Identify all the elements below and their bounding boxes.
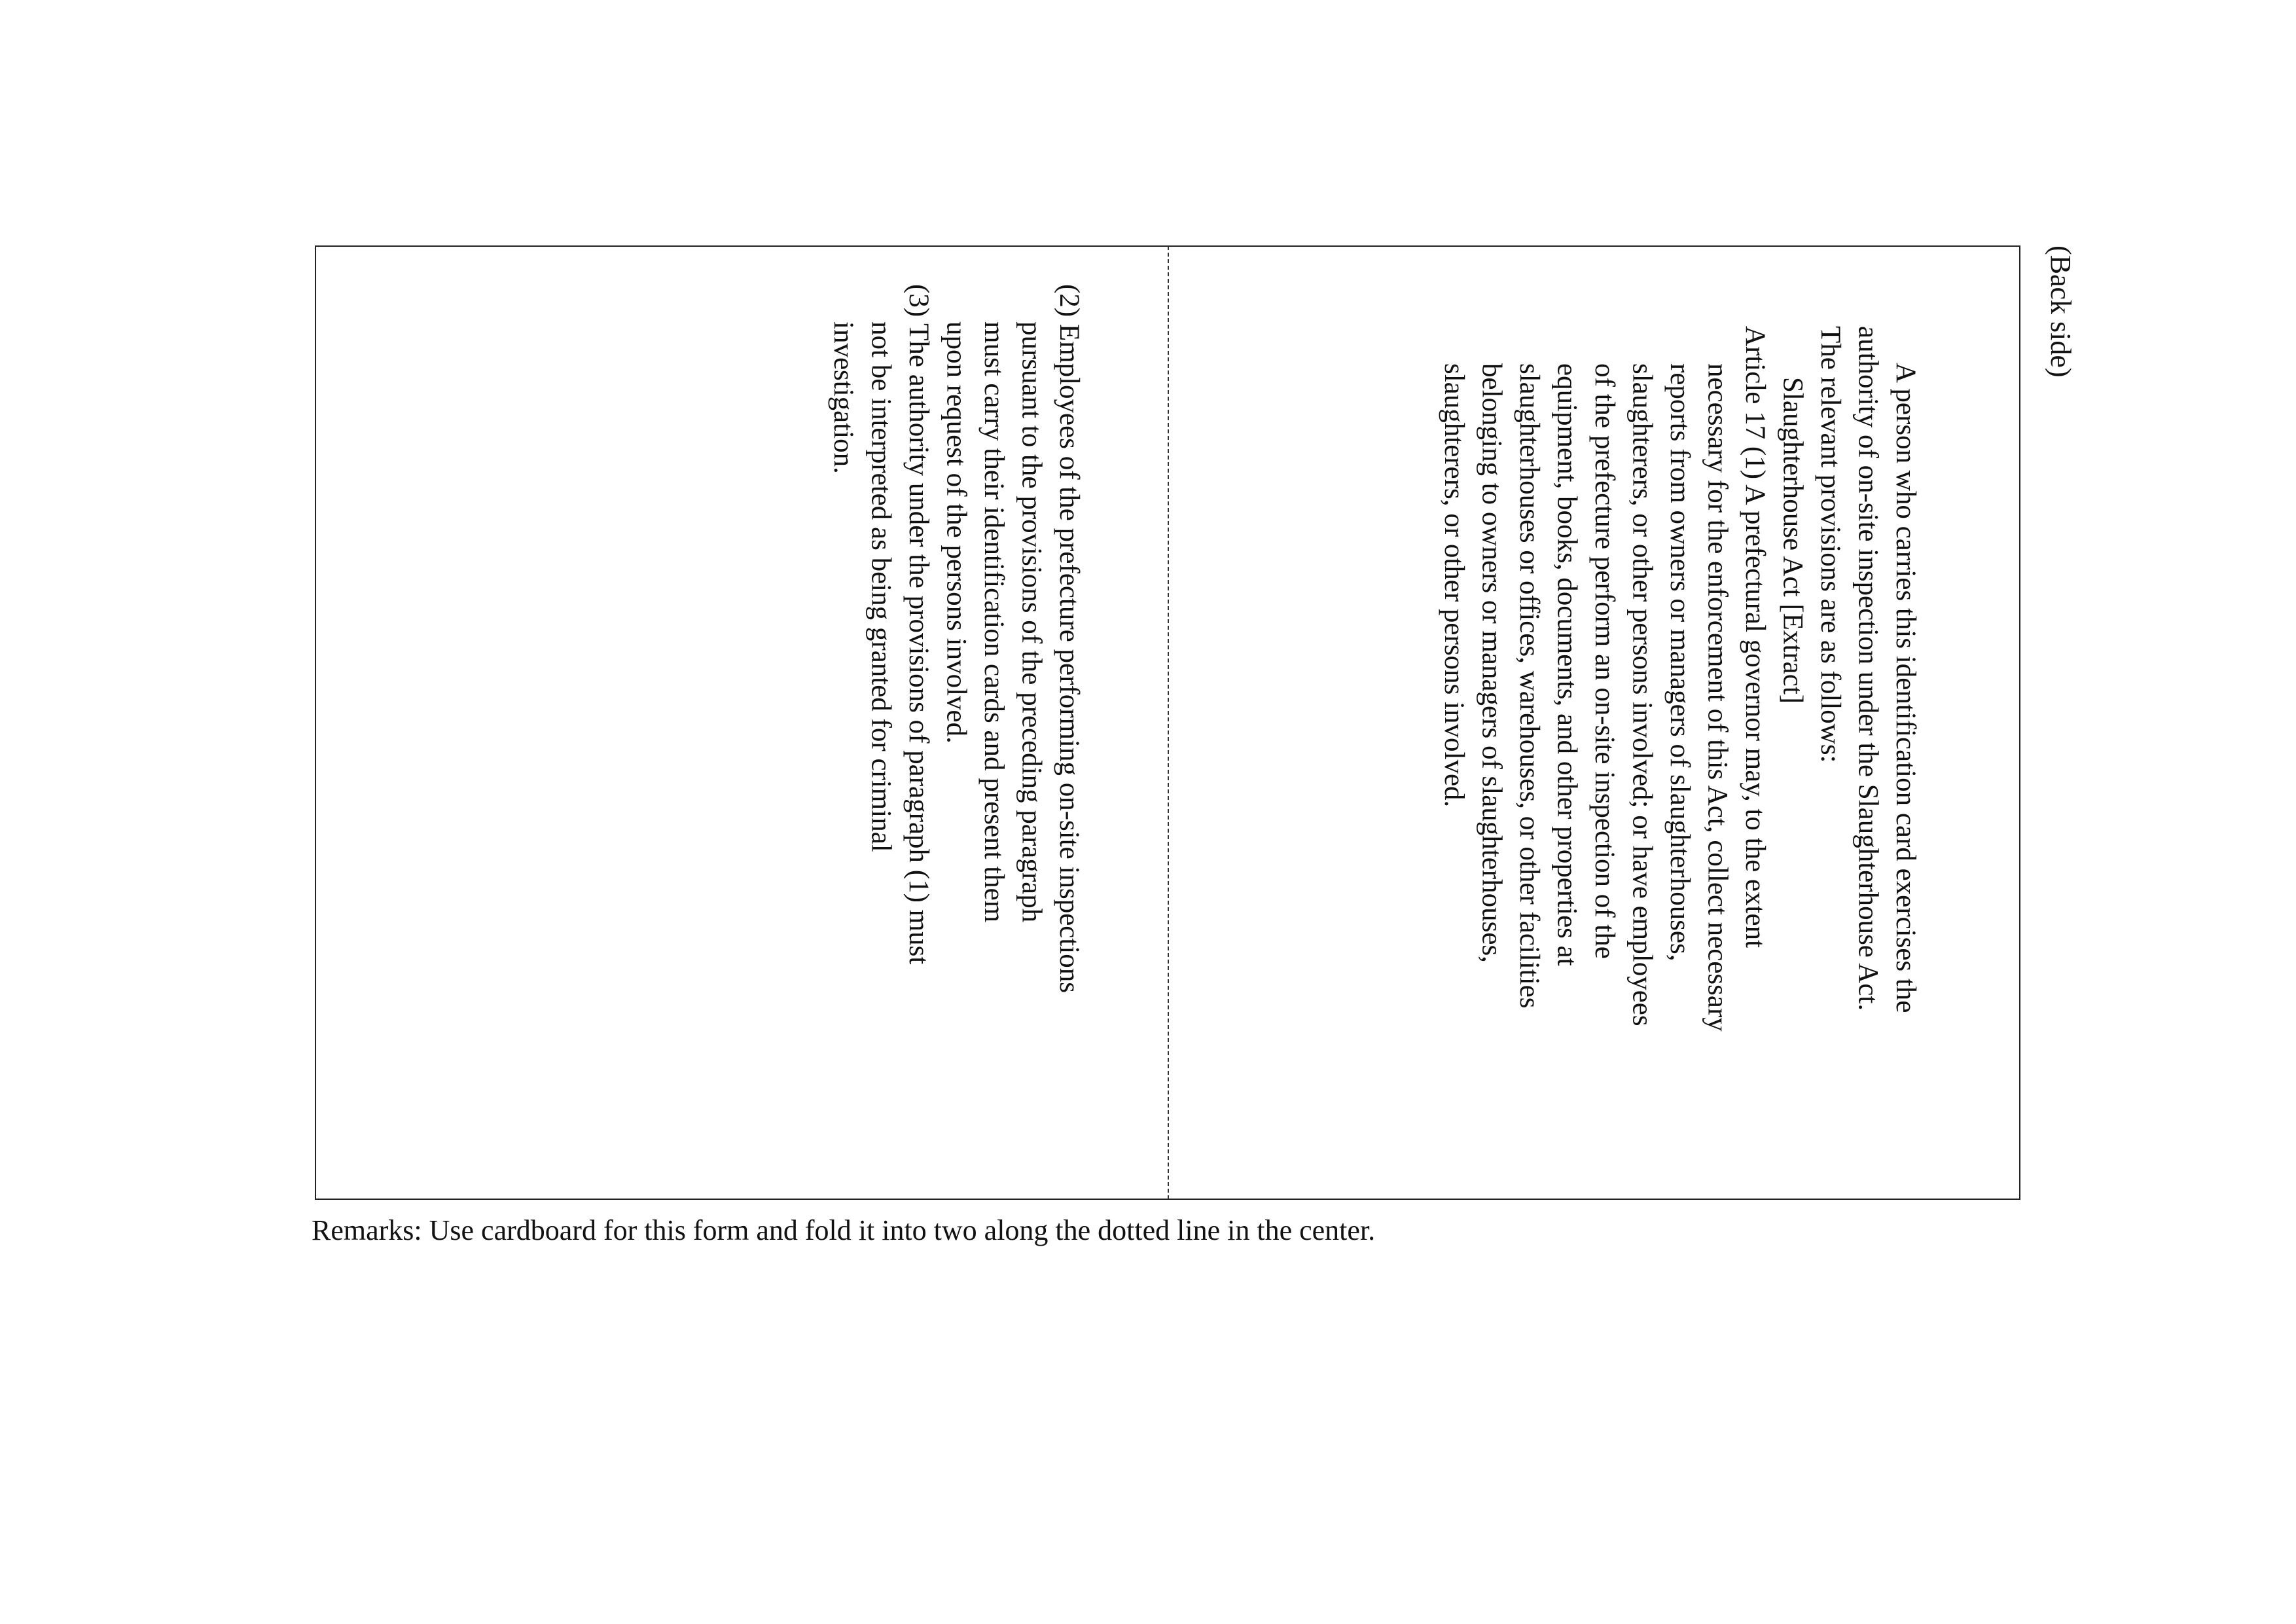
article-line: reports from owners or managers of slaughterhouses,	[1664, 363, 1695, 962]
right-panel	[1407, 326, 1924, 1177]
act-heading: Slaughterhouse Act [Extract]	[1777, 377, 1808, 704]
paragraph-3-line: (3) The authority under the provisions of paragraph (1) must	[903, 284, 934, 965]
fold-dotted-line	[1168, 246, 1169, 1199]
paragraph-3-line: not be interpreted as being granted for criminal	[865, 321, 897, 852]
intro-line: The relevant provisions are as follows:	[1815, 326, 1846, 763]
article-line: slaughterers, or other persons involved.	[1439, 363, 1469, 808]
remarks-note: Remarks: Use cardboard for this form and fold it into two along the dotted line in the center.	[312, 1214, 1376, 1246]
paragraph-2-line: upon request of the persons involved.	[941, 321, 972, 744]
article-line: necessary for the enforcement of this Act, collect necessary	[1702, 363, 1733, 1032]
intro-line: authority of on-site inspection under the Slaughterhouse Act.	[1852, 326, 1884, 1011]
article-line: belonging to owners or managers of slaughterhouses,	[1476, 363, 1507, 963]
back-side-label: (Back side)	[2045, 245, 2077, 378]
article-line: slaughterers, or other persons involved; or have employees	[1626, 363, 1658, 1026]
intro-line: A person who carries this identification card exercises the	[1890, 363, 1921, 1013]
paragraph-2-line: must carry their identification cards and present them	[978, 321, 1009, 923]
article-line: Article 17 (1) A prefectural governor may, to the extent	[1740, 326, 1770, 948]
paragraph-3-line: investigation.	[828, 321, 859, 474]
article-line: of the prefecture perform an on-site inspection of the	[1589, 363, 1620, 959]
left-panel	[826, 284, 1088, 1174]
paragraph-2-line: pursuant to the provisions of the preceding paragraph	[1016, 321, 1047, 923]
paragraph-2-line: (2) Employees of the prefecture performing on-site inspections	[1054, 284, 1085, 993]
article-line: equipment, books, documents, and other properties at	[1551, 363, 1583, 966]
article-line: slaughterhouses or offices, warehouses, or other facilities	[1514, 363, 1545, 1009]
